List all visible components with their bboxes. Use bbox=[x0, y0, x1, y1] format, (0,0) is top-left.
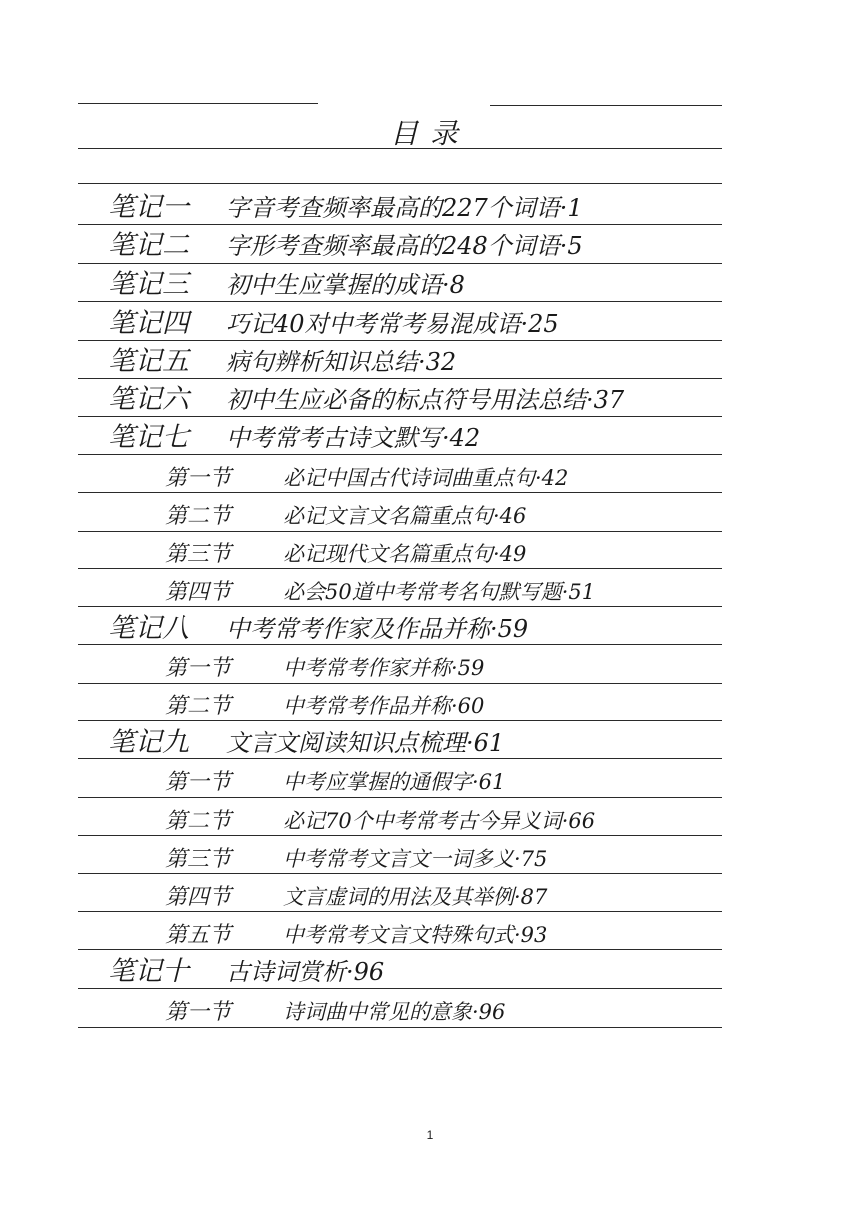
ruled-line bbox=[78, 148, 722, 149]
toc-entry-label: 笔记十 bbox=[108, 956, 189, 987]
toc-entry-text: 必记文言文名篇重点句·46 bbox=[283, 504, 527, 528]
toc-entry-label: 笔记三 bbox=[108, 269, 189, 300]
ruled-line bbox=[78, 454, 722, 455]
toc-entry-section[interactable] bbox=[165, 463, 568, 493]
toc-entry-label: 第四节 bbox=[165, 580, 232, 605]
ruled-line bbox=[78, 263, 722, 264]
toc-entry-text: 必会50道中考常考名句默写题·51 bbox=[283, 580, 596, 604]
toc-entry-text: 病句辨析知识总结·32 bbox=[226, 348, 457, 376]
toc-entry-note-4[interactable] bbox=[108, 310, 559, 338]
toc-entry-note-7[interactable] bbox=[108, 424, 480, 452]
toc-entry-section[interactable] bbox=[165, 882, 547, 912]
toc-entry-text: 字形考查频率最高的248个词语·5 bbox=[226, 232, 583, 260]
toc-entry-label: 第二节 bbox=[165, 504, 232, 529]
toc-entry-text: 文言文阅读知识点梳理·61 bbox=[226, 729, 505, 757]
toc-entry-text: 必记现代文名篇重点句·49 bbox=[283, 542, 527, 566]
header-rule-left bbox=[78, 103, 318, 104]
toc-entry-label: 第一节 bbox=[165, 770, 232, 795]
toc-entry-note-5[interactable] bbox=[108, 348, 456, 376]
toc-entry-label: 笔记八 bbox=[108, 613, 189, 644]
toc-entry-text: 中考常考作家及作品并称·59 bbox=[226, 615, 529, 643]
toc-entry-text: 中考常考作家并称·59 bbox=[283, 656, 485, 680]
toc-entry-text: 中考常考文言文一词多义·75 bbox=[283, 847, 548, 871]
toc-entry-text: 初中生应掌握的成语·8 bbox=[226, 271, 465, 299]
toc-entry-section[interactable] bbox=[165, 844, 547, 874]
toc-entry-section[interactable] bbox=[165, 501, 526, 531]
toc-entry-note-2[interactable] bbox=[108, 232, 583, 260]
toc-entry-text: 必记中国古代诗词曲重点句·42 bbox=[283, 466, 569, 490]
toc-entry-label: 第三节 bbox=[165, 542, 232, 567]
toc-entry-note-3[interactable] bbox=[108, 271, 465, 299]
toc-entry-label: 第三节 bbox=[165, 847, 232, 872]
toc-entry-label: 第一节 bbox=[165, 1000, 232, 1025]
toc-entry-note-10[interactable] bbox=[108, 958, 384, 986]
toc-entry-section[interactable] bbox=[165, 920, 547, 950]
toc-entry-text: 诗词曲中常见的意象·96 bbox=[283, 1000, 506, 1024]
page-title: 目录 bbox=[389, 117, 470, 150]
toc-entry-text: 巧记40对中考常考易混成语·25 bbox=[226, 310, 559, 338]
toc-entry-text: 文言虚词的用法及其举例·87 bbox=[283, 885, 548, 909]
toc-entry-section[interactable] bbox=[165, 806, 595, 836]
ruled-line bbox=[78, 797, 722, 798]
toc-entry-text: 中考应掌握的通假字·61 bbox=[283, 770, 506, 794]
toc-entry-label: 第一节 bbox=[165, 656, 232, 681]
toc-entry-label: 笔记二 bbox=[108, 230, 189, 261]
ruled-line bbox=[78, 224, 722, 225]
toc-entry-text: 古诗词赏析·96 bbox=[226, 958, 385, 986]
toc-entry-text: 中考常考文言文特殊句式·93 bbox=[283, 923, 548, 947]
ruled-line bbox=[78, 183, 722, 184]
toc-entry-label: 笔记六 bbox=[108, 384, 189, 415]
toc-entry-label: 第二节 bbox=[165, 809, 232, 834]
toc-entry-label: 笔记五 bbox=[108, 346, 189, 377]
toc-entry-label: 第四节 bbox=[165, 885, 232, 910]
toc-entry-section[interactable] bbox=[165, 653, 484, 683]
toc-entry-section[interactable] bbox=[165, 539, 526, 569]
ruled-line bbox=[78, 1027, 722, 1028]
toc-entry-label: 第五节 bbox=[165, 923, 232, 948]
toc-entry-label: 笔记七 bbox=[108, 422, 189, 453]
toc-entry-text: 中考常考古诗文默写·42 bbox=[226, 424, 481, 452]
toc-entry-note-9[interactable] bbox=[108, 729, 504, 757]
toc-entry-section[interactable] bbox=[165, 577, 595, 607]
ruled-line bbox=[78, 378, 722, 379]
ruled-line bbox=[78, 531, 722, 532]
toc-entry-section[interactable] bbox=[165, 997, 505, 1027]
toc-entry-text: 字音考查频率最高的227个词语·1 bbox=[226, 194, 583, 222]
toc-entry-note-6[interactable] bbox=[108, 386, 624, 414]
toc-entry-text: 中考常考作品并称·60 bbox=[283, 694, 485, 718]
toc-entry-text: 初中生应必备的标点符号用法总结·37 bbox=[226, 386, 625, 414]
toc-entry-label: 笔记四 bbox=[108, 308, 189, 339]
toc-entry-label: 第二节 bbox=[165, 694, 232, 719]
toc-entry-section[interactable] bbox=[165, 691, 484, 721]
toc-entry-label: 笔记一 bbox=[108, 192, 189, 223]
toc-entry-note-8[interactable] bbox=[108, 615, 528, 643]
page-number: 1 bbox=[426, 1128, 434, 1142]
ruled-line bbox=[78, 340, 722, 341]
ruled-line bbox=[78, 758, 722, 759]
ruled-line bbox=[78, 644, 722, 645]
ruled-line bbox=[78, 988, 722, 989]
toc-entry-text: 必记70个中考常考古今异义词·66 bbox=[283, 809, 596, 833]
header-rule-right bbox=[490, 105, 722, 106]
ruled-line bbox=[78, 416, 722, 417]
toc-entry-label: 笔记九 bbox=[108, 727, 189, 758]
ruled-line bbox=[78, 301, 722, 302]
toc-entry-note-1[interactable] bbox=[108, 194, 583, 222]
toc-entry-section[interactable] bbox=[165, 767, 505, 797]
toc-entry-label: 第一节 bbox=[165, 466, 232, 491]
ruled-line bbox=[78, 683, 722, 684]
